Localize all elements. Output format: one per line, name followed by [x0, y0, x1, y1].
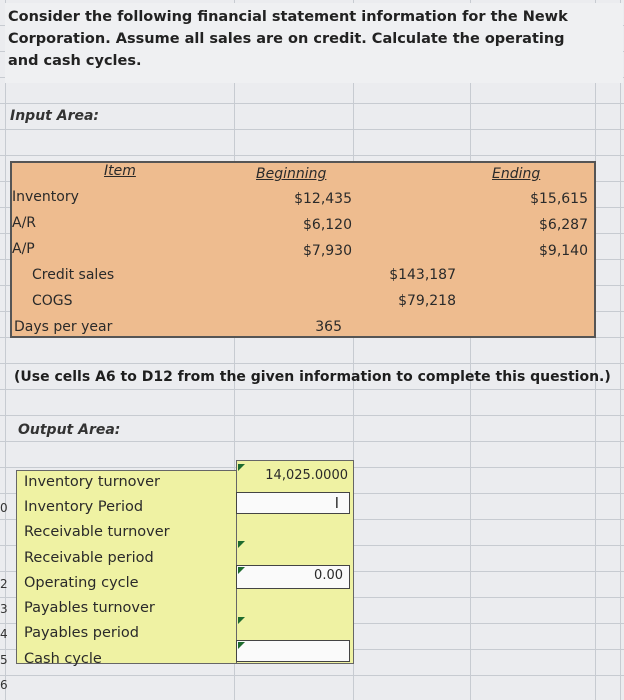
payables-period-input[interactable]: [236, 640, 350, 662]
cell-indicator-icon: [238, 567, 245, 574]
inventory-beginning[interactable]: $12,435: [294, 191, 352, 207]
ending-header: Ending: [492, 166, 541, 182]
cell-indicator-icon: [238, 464, 245, 471]
output-values-box: [236, 460, 354, 664]
output-area-label: Output Area:: [18, 422, 121, 438]
cogs-label: COGS: [32, 293, 73, 309]
operating-cycle-value: 0.00: [314, 568, 343, 583]
inventory-period-label: Inventory Period: [24, 499, 144, 515]
receivable-turnover-label: Receivable turnover: [24, 524, 170, 540]
text-cursor-icon: I: [334, 494, 339, 512]
inventory-ending[interactable]: $15,615: [530, 191, 588, 207]
cell-indicator-icon: [238, 642, 245, 649]
inventory-turnover-label: Inventory turnover: [24, 474, 160, 490]
beginning-header: Beginning: [256, 166, 327, 182]
cash-cycle-label: Cash cycle: [24, 651, 102, 667]
inventory-turnover-value[interactable]: 14,025.0000: [265, 468, 348, 483]
input-area-label: Input Area:: [10, 108, 100, 124]
input-area-box: [10, 161, 596, 338]
ap-beginning[interactable]: $7,930: [303, 243, 352, 259]
ap-ending[interactable]: $9,140: [539, 243, 588, 259]
payables-period-label: Payables period: [24, 625, 139, 641]
inventory-label: Inventory: [12, 189, 79, 205]
row-number: 3: [0, 602, 8, 616]
receivable-period-label: Receivable period: [24, 550, 154, 566]
cogs-value[interactable]: $79,218: [398, 293, 456, 309]
question-text: Consider the following financial statement information for the Newk Corporation. Assume all sales are on credit. Calculate the operating and cash cycles.: [8, 9, 568, 69]
payables-turnover-label: Payables turnover: [24, 600, 155, 616]
inventory-period-input[interactable]: [236, 492, 350, 514]
credit-sales-label: Credit sales: [32, 267, 115, 283]
ap-label: A/P: [12, 241, 35, 257]
cell-indicator-icon: [238, 541, 245, 548]
row-number: 5: [0, 653, 8, 667]
row-number: 0: [0, 501, 8, 515]
operating-cycle-label: Operating cycle: [24, 575, 139, 591]
row-number: 4: [0, 627, 8, 641]
ar-ending[interactable]: $6,287: [539, 217, 588, 233]
operating-cycle-input[interactable]: [236, 565, 350, 589]
days-per-year-label: Days per year: [14, 319, 113, 335]
cell-indicator-icon: [238, 617, 245, 624]
days-per-year-value[interactable]: 365: [315, 319, 342, 335]
item-header: Item: [104, 163, 136, 179]
row-number: 2: [0, 577, 8, 591]
row-number: 6: [0, 678, 8, 692]
ar-label: A/R: [12, 215, 37, 231]
ar-beginning[interactable]: $6,120: [303, 217, 352, 233]
credit-sales-value[interactable]: $143,187: [389, 267, 456, 283]
instruction-note: (Use cells A6 to D12 from the given information to complete this question.): [14, 369, 611, 385]
